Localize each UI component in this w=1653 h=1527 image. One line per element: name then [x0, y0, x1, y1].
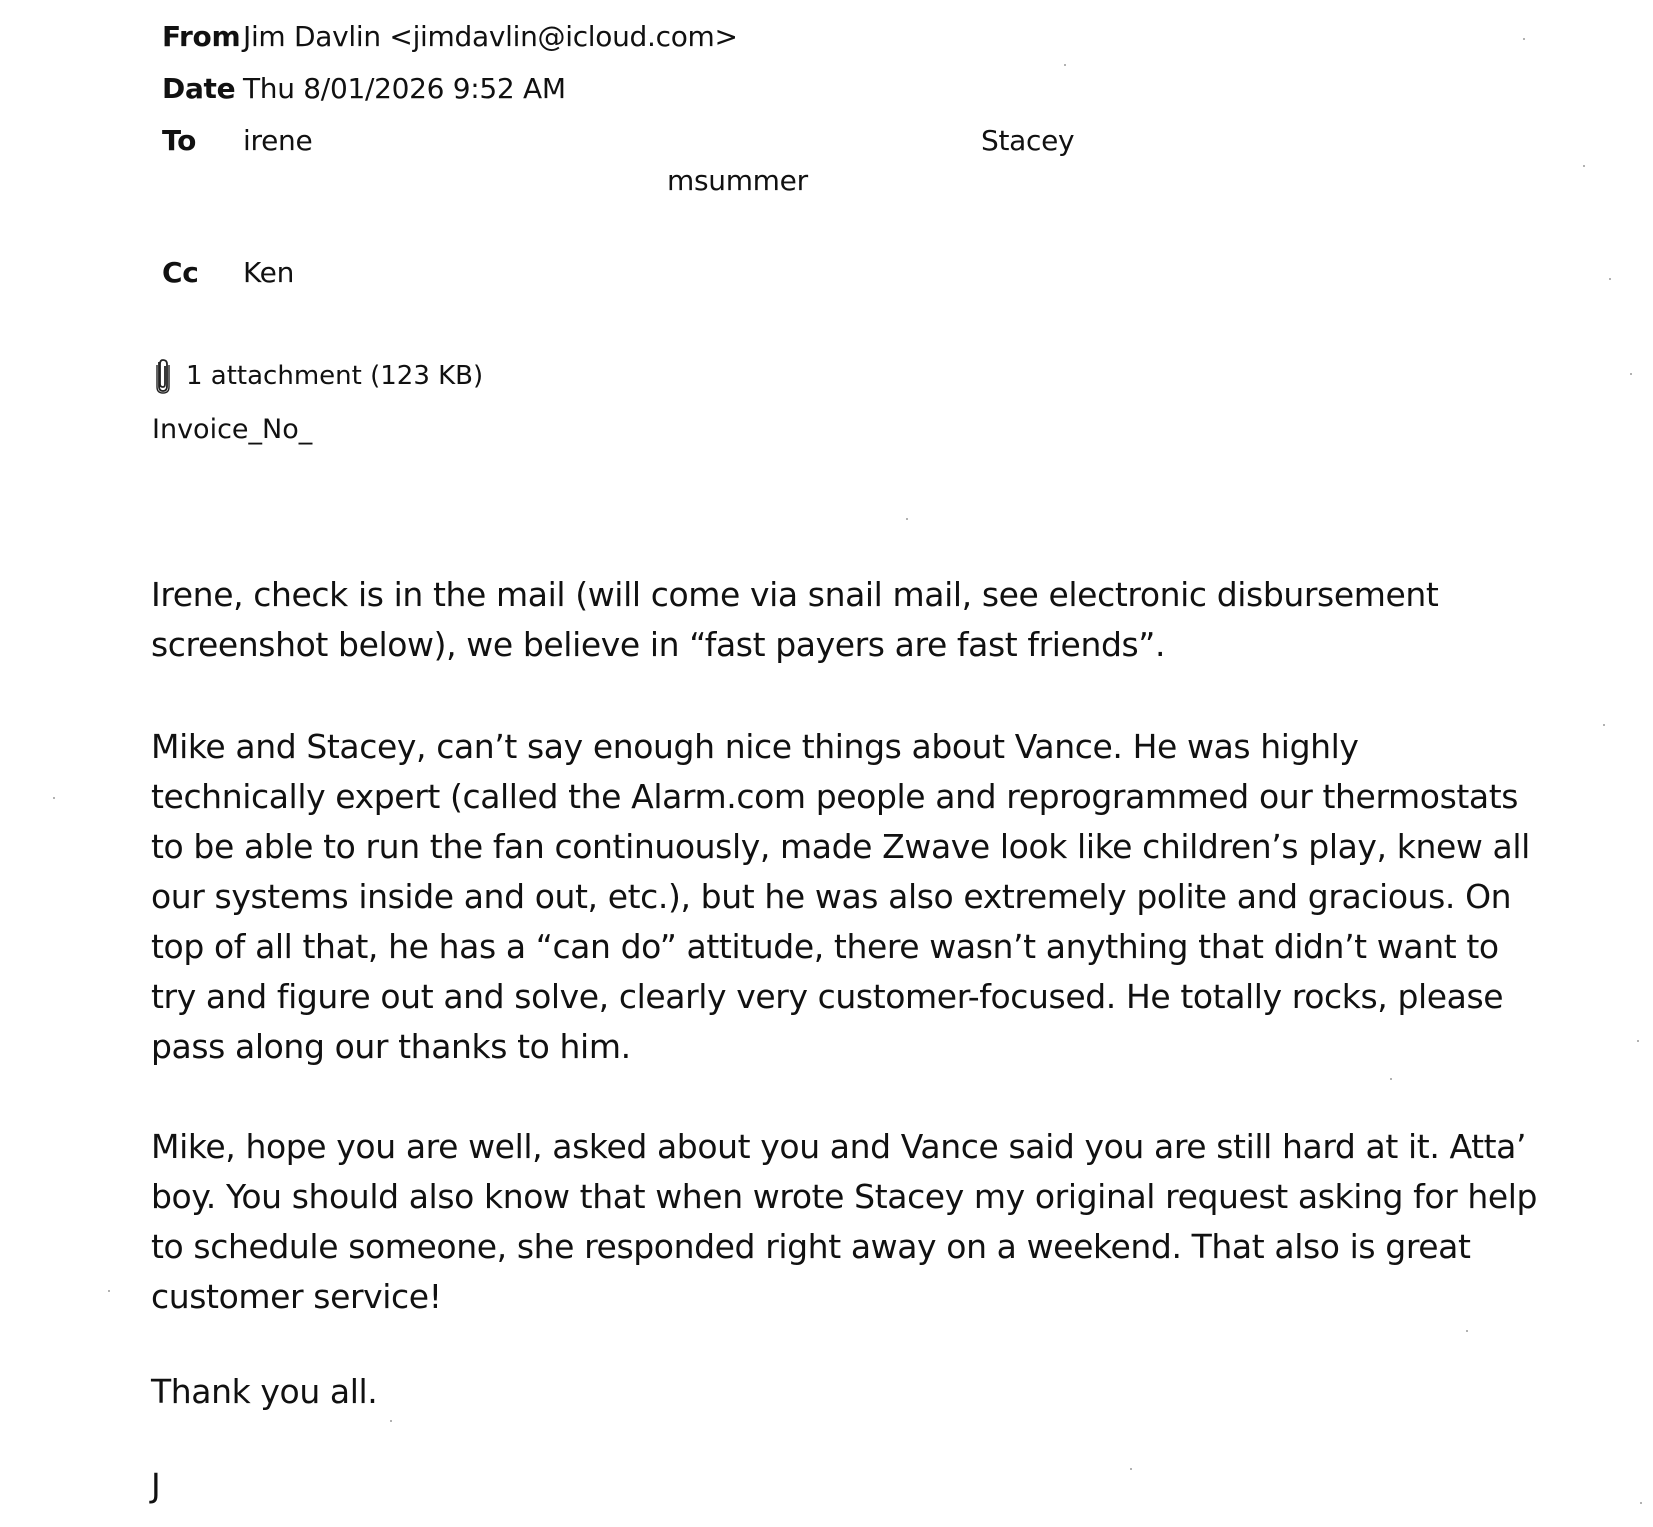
scan-speck — [53, 797, 55, 799]
body-paragraph: Irene, check is in the mail (will come via snail mail, see electronic disbursement screenshot below), we believe in “fast payers are fast friends”. — [151, 575, 1439, 664]
scan-speck — [1523, 38, 1525, 40]
from-value: Jim Davlin <jimdavlin@icloud.com> — [243, 20, 738, 53]
date-value: Thu 8/01/2026 9:52 AM — [243, 72, 566, 105]
scan-speck — [1466, 1330, 1468, 1332]
attachment-filename[interactable]: Invoice_No_ — [152, 414, 313, 445]
scan-speck — [390, 1420, 392, 1422]
scan-speck — [1603, 724, 1605, 726]
scan-speck — [1640, 1502, 1642, 1504]
scan-speck — [1583, 165, 1585, 167]
to-recipient: msummer — [667, 164, 808, 197]
body-paragraph: Mike, hope you are well, asked about you and Vance said you are still hard at it. Atta’ boy. You should also know that when wrote Stacey my original request asking for help to schedule someone, she responded right away on a weekend. That also is great customer service! — [151, 1127, 1538, 1316]
date-label: Date — [162, 72, 236, 105]
cc-label: Cc — [162, 256, 199, 289]
to-recipient: irene — [243, 124, 313, 157]
signature: J — [151, 1466, 161, 1505]
cc-recipient: Ken — [243, 256, 295, 289]
from-label: From — [162, 20, 241, 53]
body-paragraph: Thank you all. — [151, 1372, 378, 1411]
scan-speck — [1609, 278, 1611, 280]
attachment-summary-text: 1 attachment (123 KB) — [186, 361, 484, 391]
scan-speck — [1130, 1468, 1132, 1470]
paperclip-icon — [152, 358, 174, 394]
attachment-summary[interactable] — [152, 358, 483, 394]
scan-speck — [906, 518, 908, 520]
to-recipient: Stacey — [981, 124, 1075, 157]
scan-speck — [108, 1290, 110, 1292]
scan-speck — [1390, 1078, 1392, 1080]
body-paragraph: Mike and Stacey, can’t say enough nice things about Vance. He was highly technically expert (called the Alarm.com people and reprogrammed our thermostats to be able to run the fan continuously, made Zwave look like children’s play, knew all our systems inside and out, etc.), but he was also extremely polite and gracious. On top of all that, he has a “can do” attitude, there wasn’t anything that didn’t want to try and figure out and solve, clearly very customer-focused. He totally rocks, please pass along our thanks to him. — [151, 727, 1530, 1066]
to-label: To — [162, 124, 197, 157]
scan-speck — [1064, 64, 1066, 66]
scan-speck — [1637, 1040, 1639, 1042]
scan-speck — [1630, 373, 1632, 375]
